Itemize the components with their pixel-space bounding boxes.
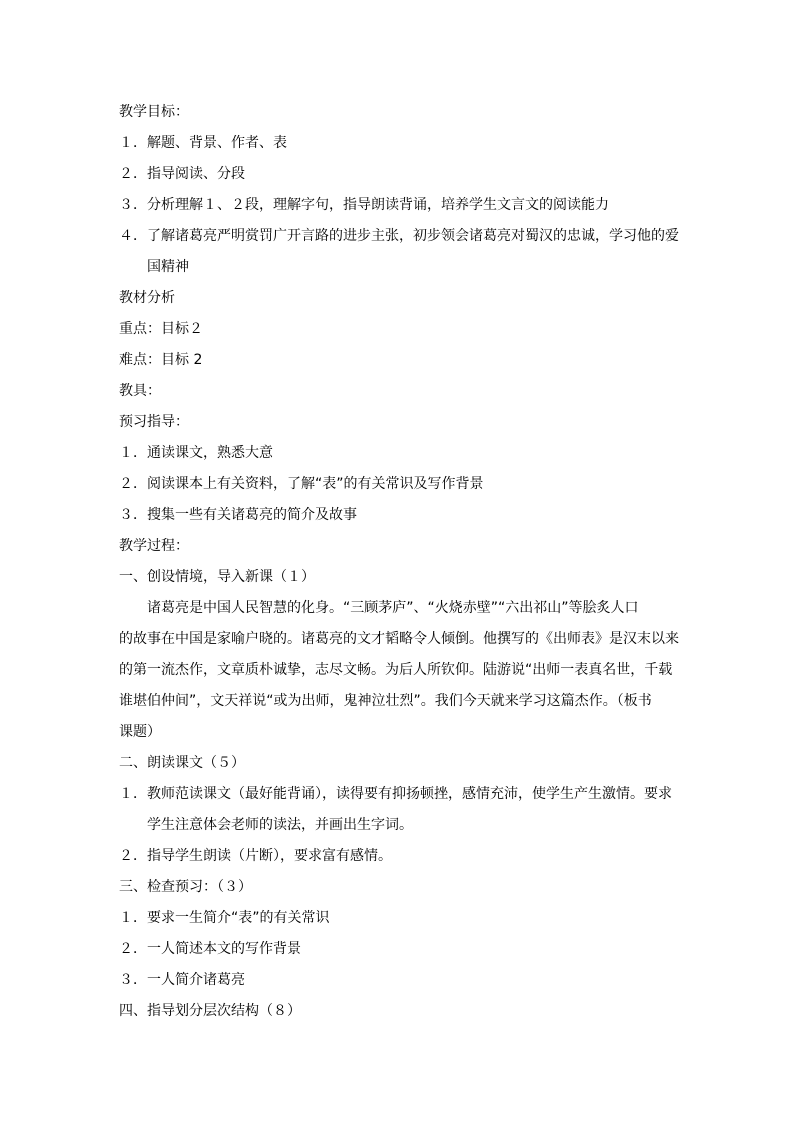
- item-number: １．: [119, 786, 147, 802]
- section-1-heading: 一、创设情境，导入新课（１）: [119, 569, 315, 585]
- item-number: １．: [119, 910, 147, 926]
- section-1-paragraph-line: 的第一流杰作，文章质朴诚挚，志尽文畅。为后人所钦仰。陆游说“出师一表真名世，千载: [119, 662, 673, 678]
- item-text: 一人简介诸葛亮: [147, 972, 245, 988]
- tools: 教具：: [119, 383, 161, 399]
- item-number: １．: [119, 135, 147, 151]
- section-4-heading: 四、指导划分层次结构（８）: [119, 1003, 301, 1019]
- item-number: ３．: [119, 507, 147, 523]
- item-number: １．: [119, 445, 147, 461]
- objectives-heading: 教学目标：: [119, 104, 189, 120]
- objective-item-2: [119, 159, 684, 190]
- preview-heading: 预习指导：: [119, 414, 189, 430]
- analysis-heading: 教材分析: [119, 290, 175, 306]
- item-number: ２．: [119, 941, 147, 957]
- item-number: ３．: [119, 197, 147, 213]
- objective-item-4: [119, 221, 684, 252]
- section-3-item-1: [119, 903, 684, 934]
- document-body: [119, 97, 684, 1027]
- section-1-paragraph-line: 课题）: [119, 724, 161, 740]
- preview-item-2: [119, 469, 684, 500]
- item-number: ３．: [119, 972, 147, 988]
- item-number: ４．: [119, 228, 147, 244]
- section-3-item-3: [119, 965, 684, 996]
- section-2-item-1-continued: 学生注意体会老师的读法，并画出生字词。: [147, 817, 413, 833]
- item-text: 一人简述本文的写作背景: [147, 941, 301, 957]
- difficulty: 难点：目标 2: [119, 352, 203, 368]
- item-number: ２．: [119, 166, 147, 182]
- item-text: 了解诸葛亮严明赏罚广开言路的进步主张，初步领会诸葛亮对蜀汉的忠诚，学习他的爱: [147, 228, 679, 244]
- section-2-item-1: [119, 779, 684, 810]
- section-3-item-2: [119, 934, 684, 965]
- preview-item-3: [119, 500, 684, 531]
- item-number: ２．: [119, 848, 147, 864]
- objective-item-4-continued: 国精神: [147, 259, 189, 275]
- objective-item-1: [119, 128, 684, 159]
- item-text: 分析理解１、２段，理解字句，指导朗读背诵，培养学生文言文的阅读能力: [147, 197, 609, 213]
- item-text: 指导阅读、分段: [147, 166, 245, 182]
- section-2-item-2: [119, 841, 684, 872]
- item-text: 搜集一些有关诸葛亮的简介及故事: [147, 507, 357, 523]
- item-text: 指导学生朗读（片断），要求富有感情。: [147, 848, 392, 864]
- section-1-paragraph-line: 诸葛亮是中国人民智慧的化身。“三顾茅庐”、“火烧赤壁”“六出祁山”等脍炙人口: [147, 600, 639, 616]
- section-2-heading: 二、朗读课文（５）: [119, 755, 245, 771]
- item-text: 通读课文，熟悉大意: [147, 445, 273, 461]
- item-text: 要求一生简介“表”的有关常识: [147, 910, 330, 926]
- section-1-paragraph-line: 谁堪伯仲间”，文天祥说“或为出师，鬼神泣壮烈”。我们今天就来学习这篇杰作。（板书: [119, 693, 652, 709]
- key-point: 重点：目标２: [119, 321, 203, 337]
- process-heading: 教学过程：: [119, 538, 189, 554]
- item-text: 阅读课本上有关资料，了解“表”的有关常识及写作背景: [147, 476, 484, 492]
- section-1-paragraph-line: 的故事在中国是家喻户晓的。诸葛亮的文才韬略令人倾倒。他撰写的《出师表》是汉末以来: [119, 631, 679, 647]
- item-text: 解题、背景、作者、表: [147, 135, 287, 151]
- preview-item-1: [119, 438, 684, 469]
- objective-item-3: [119, 190, 684, 221]
- item-number: ２．: [119, 476, 147, 492]
- item-text: 教师范读课文（最好能背诵），读得要有抑扬顿挫，感情充沛，使学生产生激情。要求: [147, 786, 672, 802]
- section-3-heading: 三、检查预习：（３）: [119, 879, 252, 895]
